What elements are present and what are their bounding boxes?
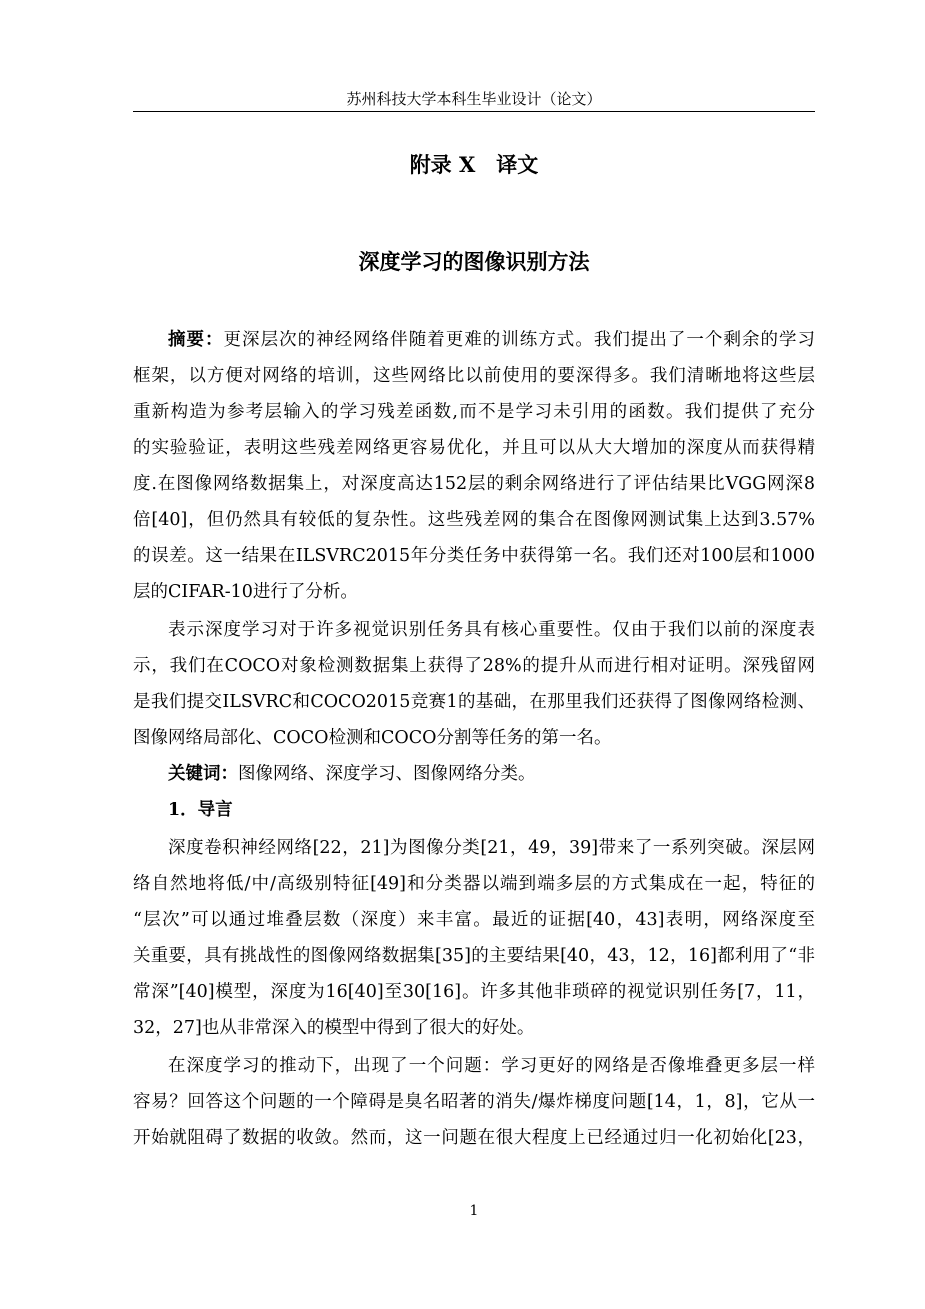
abstract-line: 示，我们在COCO对象检测数据集上获得了28%的提升从而进行相对证明。深残留网 [133,656,815,676]
body-line: 关重要，具有挑战性的图像网络数据集[35]的主要结果[40，43，12，16]都利用了“非 [133,946,815,966]
keywords-label: 关键词： [168,764,238,784]
keywords-line [168,756,815,792]
header-rule [133,111,815,112]
appendix-title: 附录 X 译文 [409,152,539,177]
abstract-line: 层的CIFAR-10进行了分析。 [133,582,358,602]
body-line: 深度卷积神经网络[22，21]为图像分类[21，49，39]带来了一系列突破。深层网 [168,838,815,858]
abstract-text: 更深层次的神经网络伴随着更难的训练方式。我们提出了一个剩余的学习 [223,330,815,350]
abstract-line: 度.在图像网络数据集上，对深度高达152层的剩余网络进行了评估结果比VGG网深8 [133,474,815,494]
abstract-label: 摘要： [168,330,224,350]
abstract-line: 重新构造为参考层输入的学习残差函数,而不是学习未引用的函数。我们提供了充分 [133,402,815,422]
body-line: 32，27]也从非常深入的模型中得到了很大的好处。 [133,1018,535,1038]
abstract-line: 是我们提交ILSVRC和COCO2015竞赛1的基础，在那里我们还获得了图像网络检测、 [133,692,815,712]
abstract-line [168,322,815,358]
section-heading: 1．导言 [168,800,233,820]
abstract-line: 的实验验证，表明这些残差网络更容易优化，并且可以从大大增加的深度从而获得精 [133,438,815,458]
body-line: 容易？回答这个问题的一个障碍是臭名昭著的消失/爆炸梯度问题[14，1，8]，它从一 [133,1092,815,1112]
abstract-line: 倍[40]，但仍然具有较低的复杂性。这些残差网的集合在图像网测试集上达到3.57% [133,510,815,530]
body-line: 在深度学习的推动下，出现了一个问题：学习更好的网络是否像堆叠更多层一样 [168,1056,815,1076]
abstract-line: 图像网络局部化、COCO检测和COCO分割等任务的第一名。 [133,728,612,748]
body-line: 常深”[40]模型，深度为16[40]至30[16]。许多其他非琐碎的视觉识别任务[7，11， [133,982,815,1002]
running-header: 苏州科技大学本科生毕业设计（论文） [346,90,602,108]
abstract-line: 表示深度学习对于许多视觉识别任务具有核心重要性。仅由于我们以前的深度表 [168,620,815,640]
paper-title: 深度学习的图像识别方法 [358,249,590,274]
page-number: 1 [469,1203,479,1219]
body-line: “层次”可以通过堆叠层数（深度）来丰富。最近的证据[40，43]表明，网络深度至 [133,910,815,930]
abstract-line: 框架，以方便对网络的培训，这些网络比以前使用的要深得多。我们清晰地将这些层 [133,366,815,386]
keywords-text: 图像网络、深度学习、图像网络分类。 [238,764,536,784]
body-line: 络自然地将低/中/高级别特征[49]和分类器以端到端多层的方式集成在一起，特征的 [133,874,815,894]
body-line: 开始就阻碍了数据的收敛。然而，这一问题在很大程度上已经通过归一化初始化[23， [133,1128,815,1148]
abstract-line: 的误差。这一结果在ILSVRC2015年分类任务中获得第一名。我们还对100层和1000 [133,546,815,566]
